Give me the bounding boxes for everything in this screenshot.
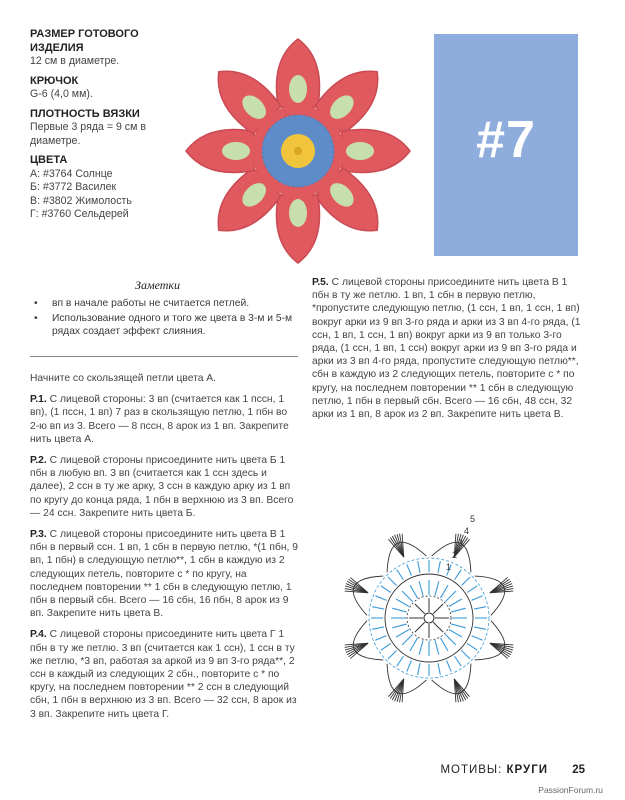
chart-row4-ring: [369, 558, 489, 678]
spec-value-gauge: Первые 3 ряда = 9 см в диаметре.: [30, 121, 146, 147]
chart-row4-stitch: [418, 561, 420, 573]
spec-heading-colors: ЦВЕТА: [30, 154, 68, 166]
chart-row4-stitch: [462, 577, 470, 585]
note-item: • вп в начале работы не считается петлей.: [30, 297, 298, 310]
chart-row2-stitch: [441, 585, 449, 598]
color-line-b: Б: #3772 Василек: [30, 181, 117, 193]
motif-center-hole: [294, 147, 302, 155]
chart-row1-stitch: [433, 622, 443, 632]
instructions-right-column: [312, 276, 587, 429]
chart-row4-stitch: [375, 596, 386, 601]
row-text: С лицевой стороны присоедините нить цвета В 1 пбн в ту же петлю. 1 вп, 1 сбн в первую петлю, *пропустите следующую петлю, (1 ссн, 1 вп, 1 ссн, 1 вп) вокруг арки из 9 вп 3-го ряда и арки из 3 вп 4-го ряда, (1 ссн, 1 вп, 1 ссн, 1 вп) вокруг арки из 9 вп только 3-го ряда, (1 ссн, 1 вп, 1 ссн) вокруг арки из 9 вп 3-го ряда и арки из 3 вп 4-го ряда, пропустите следующую петлю**, сбн в каждую из 2 следующих петель, повторите с * по кругу, на последнем повторении ** 1 сбн в следующую петлю, 1 пбн в первый сбн. Всего — 16 сбн, 48 ссн, 32 арки из 1 вп, 8 арок из 2 вп. Закрепите нить цвета В.: [312, 277, 581, 421]
row-1: [30, 393, 298, 446]
chart-row4-stitch: [467, 586, 477, 593]
chart-row4-stitch: [471, 596, 482, 601]
chart-row4-stitch: [372, 607, 384, 609]
motif-green-leaf: [222, 142, 250, 160]
chart-row2-stitch: [449, 630, 462, 638]
chart-row2-stitch: [392, 608, 406, 612]
row-label: Р.4.: [30, 629, 47, 641]
crochet-chart: [338, 490, 520, 746]
row-text: С лицевой стороны присоедините нить цвета Б 1 пбн в любую вп. 3 вп (считается как 1 ссн здесь и далее), 2 ссн в ту же арку, 3 ссн в каждую арку из 1 вп по кругу до конца ряда, 1 пбн в верхнюю из 3 вп. Всего — 24 ссн. Закрепите нить цвета Б.: [30, 455, 294, 519]
motif-green-leaf: [346, 142, 374, 160]
chart-row2-stitch: [435, 640, 439, 654]
color-line-a: А: #3764 Солнце: [30, 167, 113, 180]
chart-row1-stitch: [433, 604, 443, 614]
chart-row-label-1: 1: [446, 562, 452, 572]
chart-row2-stitch: [396, 599, 409, 607]
chart-row4-stitch: [418, 663, 420, 675]
chart-row4-stitch: [407, 564, 412, 575]
chart-row2-stitch: [435, 581, 439, 595]
chart-row1-stitch: [415, 622, 425, 632]
chart-row4-stitch: [388, 651, 396, 659]
intro-text: Начните со скользящей петли цвета А.: [30, 373, 217, 384]
chart-row4-stitch: [388, 577, 396, 585]
row-text: С лицевой стороны присоедините нить цвета В 1 пбн в первый ссн. 1 вп, 1 сбн в первую петлю, *(1 пбн, 9 вп, 1 пбн) в следующую петлю**, 1 сбн в каждую из 2 следующих петель, повторите с * по кругу, на последнем повторении ** 1 сбн в следующую петлю, 1 пбн в первый сбн. Всего — 16 сбн, 16 пбн, 8 арок из 9 вп. Закрепите нить цвета В.: [30, 529, 298, 620]
motif-green-leaf: [289, 75, 307, 103]
row-5: [312, 276, 587, 421]
chart-row4-stitch: [455, 570, 462, 580]
chart-row1-stitch: [415, 604, 425, 614]
chart-row2-stitch: [451, 624, 465, 628]
row-text: С лицевой стороны присоедините нить цвета Г 1 пбн в ту же петлю. 3 вп (считается как 1 ссн), 1 ссн в ту же петлю, *3 вп, работая за аркой из 9 вп 3-го ряда**, 2 ссн в каждый из следующих 2 сбн., повторите с * по кругу, на последнем повторении ** 2 ссн в следующий сбн, 1 пбн в верхнюю из 3 вп. Всего — 32 ссн, 8 арок из 3 вп. Закрепите нить цвета Г.: [30, 629, 297, 720]
motif-green-leaf: [289, 199, 307, 227]
spec-heading-hook: КРЮЧОК: [30, 74, 79, 87]
row-label: Р.2.: [30, 455, 47, 467]
chart-row4-stitch: [455, 656, 462, 666]
chart-row-label-2: 2: [452, 550, 458, 560]
row-label: Р.3.: [30, 529, 47, 541]
footer-section: МОТИВЫ:: [440, 764, 503, 776]
chart-marks: [345, 534, 514, 703]
chart-row4-stitch: [375, 636, 386, 641]
color-line-c: В: #3802 Жимолость: [30, 194, 132, 207]
row-label: Р.5.: [312, 277, 329, 288]
instructions-left-column: [30, 372, 298, 729]
chart-row4-stitch: [474, 607, 486, 609]
spec-value-size: 12 см в диаметре.: [30, 55, 120, 67]
chart-row5-petal-outline: [475, 576, 505, 615]
page-footer: [440, 764, 585, 776]
chart-row2-stitch: [445, 634, 456, 645]
chart-row5-petal-outline: [353, 621, 383, 660]
notes-list: [30, 297, 298, 341]
chart-row4-stitch: [474, 627, 486, 629]
notes-title: Заметки: [135, 278, 181, 292]
pattern-number: #7: [476, 111, 536, 169]
chart-row-label-5: 5: [470, 514, 476, 524]
chart-row-label-3: 3: [458, 538, 464, 548]
spec-heading-gauge: ПЛОТНОСТЬ ВЯЗКИ: [30, 107, 140, 120]
row-4: [30, 628, 298, 720]
chart-row2-stitch: [402, 634, 413, 645]
chart-row2-stitch: [445, 591, 456, 602]
chart-row2-stitch: [392, 624, 406, 628]
chart-magic-ring: [424, 613, 434, 623]
footer-section-bold: КРУГИ: [506, 764, 548, 776]
row-text: С лицевой стороны: 3 вп (считается как 1 пссн, 1 вп), (1 пссн, 1 вп) 7 раз в скользящую петлю, 1 пбн во 2-ю вп из 3. Всего — 8 пссн, 8 арок из 1 вп. Закрепите нить цвета А.: [30, 394, 289, 445]
chart-row4-stitch: [438, 561, 440, 573]
chart-row2-stitch: [419, 581, 423, 595]
color-line-d: Г: #3760 Сельдерей: [30, 208, 129, 220]
chart-row5-petal-outline: [387, 664, 426, 694]
row-3: [30, 528, 298, 620]
notes-divider: [30, 356, 298, 357]
page-number: 25: [572, 764, 585, 776]
chart-row4-stitch: [471, 636, 482, 641]
chart-row4-stitch: [447, 660, 452, 671]
chart-row2-stitch: [441, 638, 449, 651]
watermark: PassionForum.ru: [538, 785, 603, 795]
chart-row4-stitch: [467, 644, 477, 651]
chart-row4-stitch: [372, 627, 384, 629]
pattern-number-box: [434, 34, 578, 256]
chart-row5-petal-outline: [475, 621, 505, 660]
chart-row5-petal-outline: [432, 664, 471, 694]
motif-photo: [178, 32, 418, 270]
note-item: • Использование одного и того же цвета в 3-м и 5-м рядах создает эффект слияния.: [30, 312, 298, 338]
spec-value-hook: G-6 (4,0 мм).: [30, 88, 93, 100]
chart-row2-stitch: [410, 638, 418, 651]
chart-row2-stitch: [410, 585, 418, 598]
chart-row4-stitch: [462, 651, 470, 659]
chart-row4-stitch: [397, 656, 404, 666]
spec-heading-size: РАЗМЕР ГОТОВОГО ИЗДЕЛИЯ: [30, 28, 139, 54]
chart-row4-stitch: [397, 570, 404, 580]
chart-row4-stitch: [407, 660, 412, 671]
row-label: Р.1.: [30, 394, 47, 406]
chart-row4-stitch: [381, 586, 391, 593]
chart-row-label-4: 4: [464, 526, 470, 536]
chart-row5-petal-outline: [353, 576, 383, 615]
chart-row2-stitch: [419, 640, 423, 654]
specs-block: [30, 28, 180, 222]
chart-row2-stitch: [451, 608, 465, 612]
chart-row4-stitch: [381, 644, 391, 651]
chart-row4-stitch: [438, 663, 440, 675]
chart-row5-petal-outline: [387, 542, 426, 572]
chart-row2-stitch: [402, 591, 413, 602]
row-2: [30, 454, 298, 520]
chart-row2-stitch: [449, 599, 462, 607]
chart-row2-stitch: [396, 630, 409, 638]
